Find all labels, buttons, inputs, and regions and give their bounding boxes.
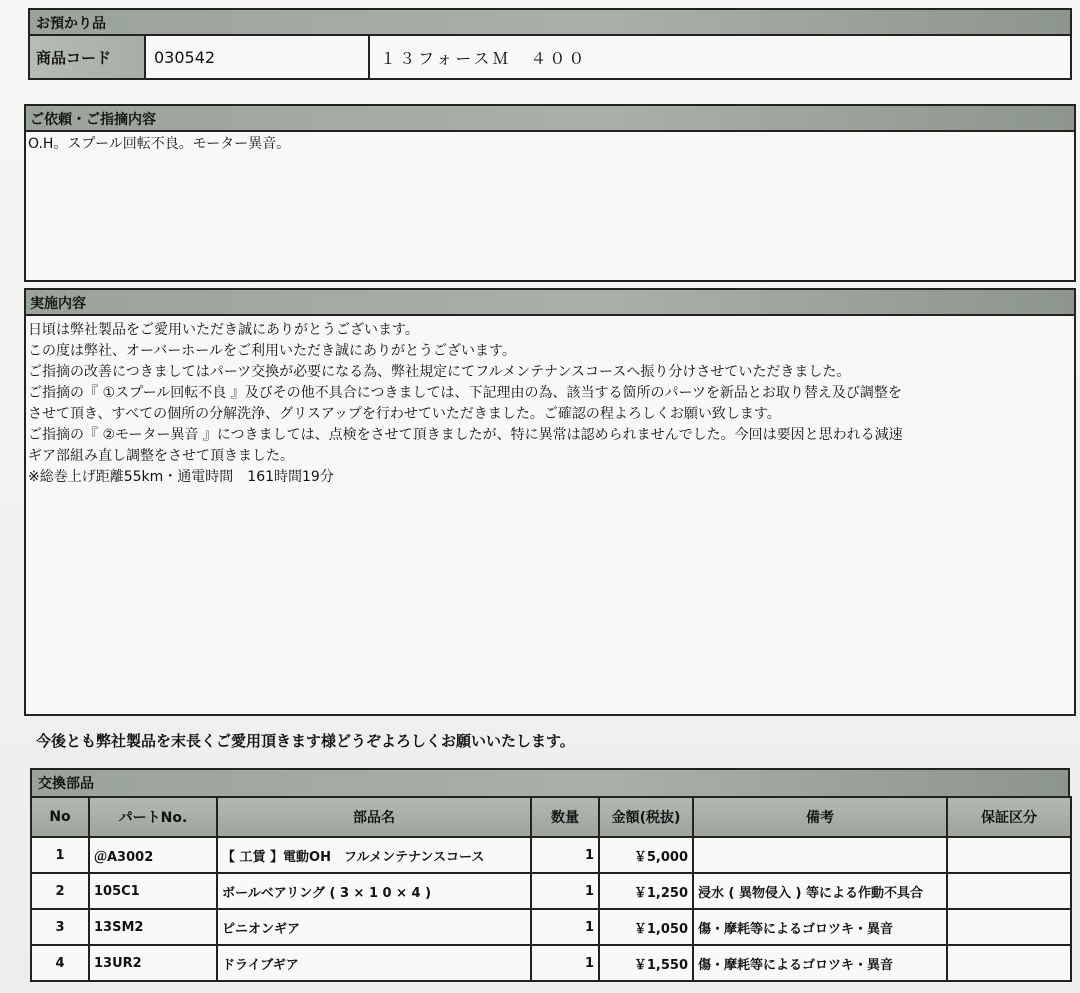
product-code-value: 030542 (146, 36, 370, 78)
row-part-name: ピニオンギア (217, 909, 531, 945)
parts-header: 交換部品 (30, 768, 1070, 796)
row-part-name: 【 工賃 】電動OH フルメンテナンスコース (217, 837, 531, 873)
row-quantity: 1 (531, 873, 599, 909)
work-line: ギア部組み直し調整をさせて頂きました。 (28, 448, 294, 464)
row-warranty (947, 873, 1071, 909)
row-price: ￥5,000 (599, 837, 693, 873)
request-text: O.H。スプール回転不良。モーター異音。 (28, 136, 291, 152)
column-header-price: 金額(税抜) (599, 797, 693, 837)
row-part-no: ＠A3002 (89, 837, 217, 873)
work-line: させて頂き、すべての個所の分解洗浄、グリスアップを行わせていただきました。ご確認の程よろしくお願い致します。 (28, 406, 781, 422)
row-remarks: 傷・摩耗等によるゴロツキ・異音 (693, 909, 947, 945)
column-header-warranty: 保証区分 (947, 797, 1071, 837)
table-row (31, 945, 1071, 981)
deposit-header: お預かり品 (28, 8, 1072, 36)
deposit-row (28, 36, 1072, 80)
row-no: 2 (31, 873, 89, 909)
request-header: ご依頼・ご指摘内容 (24, 104, 1076, 132)
parts-table (30, 796, 1072, 982)
row-part-name: ドライブギア (217, 945, 531, 981)
row-no: 1 (31, 837, 89, 873)
row-warranty (947, 945, 1071, 981)
work-text (28, 320, 903, 488)
row-price: ￥1,550 (599, 945, 693, 981)
work-line: 日頃は弊社製品をご愛用いただき誠にありがとうございます。 (28, 322, 419, 338)
work-line: ご指摘の『 ①スプール回転不良 』及びその他不具合につきましては、下記理由の為、該当する箇所のパーツを新品とお取り替え及び調整を (28, 385, 902, 401)
table-row (31, 873, 1071, 909)
table-row (31, 909, 1071, 945)
product-name: １３フォースＭ ４００ (380, 48, 588, 68)
work-header: 実施内容 (24, 288, 1076, 316)
row-part-no: 105C1 (89, 873, 217, 909)
work-line: ご指摘の改善につきましてはパーツ交換が必要になる為、弊社規定にてフルメンテナンスコースへ振り分けさせていただきました。 (28, 364, 851, 380)
parts-table-header-row (31, 797, 1071, 837)
row-remarks: 浸水 ( 異物侵入 ) 等による作動不具合 (693, 873, 947, 909)
product-code-label: 商品コード (30, 36, 146, 78)
row-quantity: 1 (531, 837, 599, 873)
row-part-name: ボールベアリング ( 3 × 1 0 × 4 ) (217, 873, 531, 909)
work-line: この度は弊社、オーバーホールをご利用いただき誠にありがとうございます。 (28, 343, 516, 359)
work-box (24, 316, 1076, 716)
closing-text: 今後とも弊社製品を末長くご愛用頂きます様どうぞよろしくお願いいたします。 (36, 732, 575, 750)
work-line: ※総巻上げ距離55km・通電時間 161時間19分 (28, 469, 334, 485)
row-warranty (947, 837, 1071, 873)
row-quantity: 1 (531, 945, 599, 981)
row-warranty (947, 909, 1071, 945)
row-remarks: 傷・摩耗等によるゴロツキ・異音 (693, 945, 947, 981)
table-row (31, 837, 1071, 873)
row-price: ￥1,250 (599, 873, 693, 909)
column-header-quantity: 数量 (531, 797, 599, 837)
row-price: ￥1,050 (599, 909, 693, 945)
column-header-part-name: 部品名 (217, 797, 531, 837)
row-part-no: 13SM2 (89, 909, 217, 945)
column-header-remarks: 備考 (693, 797, 947, 837)
row-no: 3 (31, 909, 89, 945)
row-no: 4 (31, 945, 89, 981)
column-header-part-no: パートNo. (89, 797, 217, 837)
row-quantity: 1 (531, 909, 599, 945)
row-remarks (693, 837, 947, 873)
work-line: ご指摘の『 ②モーター異音 』につきましては、点検をさせて頂きましたが、特に異常は認められませんでした。今回は要因と思われる減速 (28, 427, 903, 443)
row-part-no: 13UR2 (89, 945, 217, 981)
column-header-no: No (31, 797, 89, 837)
request-box (24, 132, 1076, 282)
